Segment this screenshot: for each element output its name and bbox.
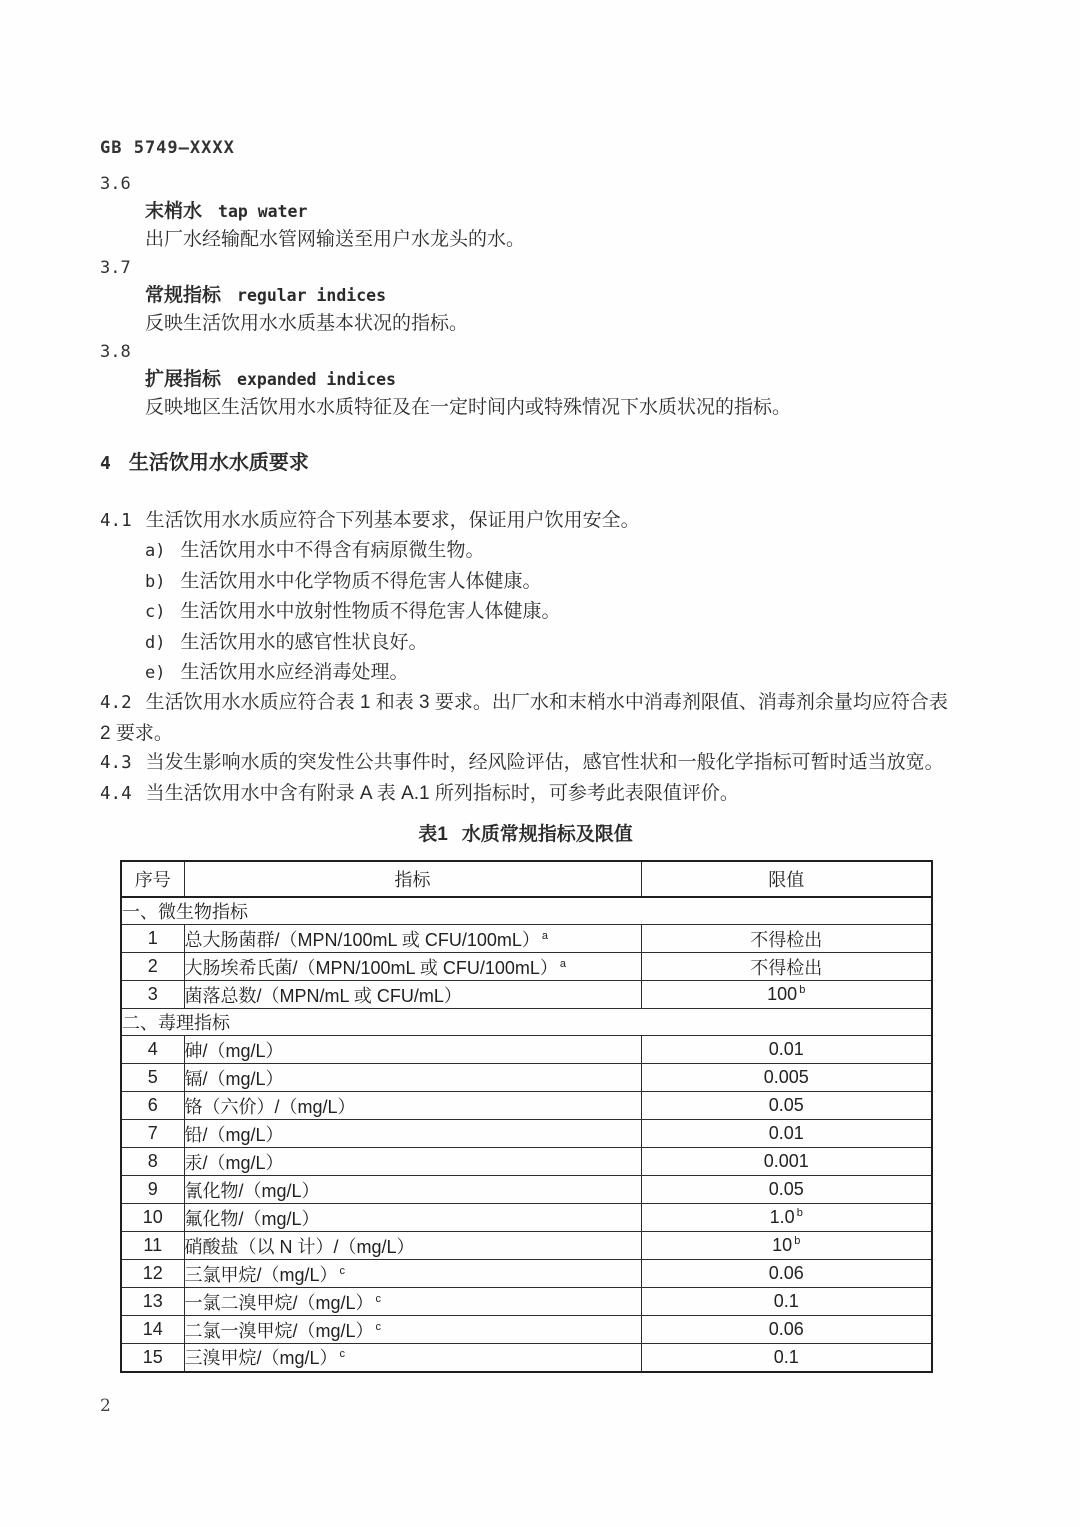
table-row: [121, 1288, 932, 1316]
cell-indicator: 硝酸盐（以 N 计）/（mg/L）: [184, 1232, 641, 1260]
list-item-text: 生活饮用水中不得含有病原微生物。: [180, 540, 485, 562]
footnote-marker: c: [375, 1320, 382, 1333]
term-definition: 反映地区生活饮用水水质特征及在一定时间内或特殊情况下水质状况的指标。: [145, 397, 792, 418]
cell-index: 13: [121, 1288, 184, 1316]
list-item: [100, 567, 968, 597]
cell-indicator: 铅/（mg/L）: [184, 1120, 641, 1148]
clause-text: 当发生影响水质的突发性公共事件时，经风险评估，感官性状和一般化学指标可暂时适当放宽。: [145, 752, 944, 774]
term-english: tap water: [218, 202, 308, 221]
footnote-marker: c: [375, 1292, 382, 1305]
cell-limit: 0.1: [641, 1344, 932, 1372]
list-item: [100, 658, 968, 688]
section-heading: [100, 448, 968, 479]
cell-limit: 0.01: [641, 1036, 932, 1064]
clause-number: 4.2: [100, 693, 132, 714]
table-row: [121, 953, 932, 981]
term-section-3-6: [100, 170, 968, 254]
clause-text: 生活饮用水水质应符合表 1 和表 3 要求。出厂水和末梢水中消毒剂限值、消毒剂余量均应符合表: [145, 692, 948, 714]
clause-number: 4.3: [100, 753, 132, 774]
cell-index: 15: [121, 1344, 184, 1372]
footnote-marker: a: [559, 957, 567, 970]
footnote-marker: c: [339, 1348, 346, 1361]
list-item-text: 生活饮用水应经消毒处理。: [180, 662, 409, 684]
table-row: [121, 1316, 932, 1344]
column-header-indicator: 指标: [184, 861, 641, 897]
table-section-label: 一、微生物指标: [121, 897, 932, 925]
cell-index: 8: [121, 1148, 184, 1176]
cell-index: 4: [121, 1036, 184, 1064]
cell-indicator: 总大肠菌群/（MPN/100mL 或 CFU/100mL） $^a$: [184, 925, 641, 953]
footnote-marker: a: [541, 929, 549, 942]
page-content: [100, 138, 968, 1373]
column-header-index: 序号: [121, 861, 184, 897]
cell-limit: 100 $^b$: [641, 981, 932, 1009]
cell-indicator: 三溴甲烷/（mg/L） $^c$: [184, 1344, 641, 1372]
cell-index: 9: [121, 1176, 184, 1204]
table-row: [121, 1204, 932, 1232]
table-section-row: [121, 897, 932, 925]
table1-title: [100, 822, 951, 848]
list-item-text: 生活饮用水中放射性物质不得危害人体健康。: [180, 601, 561, 623]
clause-number: 4.4: [100, 783, 132, 804]
clause-text: 生活饮用水水质应符合下列基本要求，保证用户饮用安全。: [145, 510, 640, 531]
cell-indicator: 二氯一溴甲烷/（mg/L） $^c$: [184, 1316, 641, 1344]
list-item-label: d): [145, 632, 166, 653]
table-header-row: [121, 861, 932, 897]
cell-limit: 不得检出: [641, 925, 932, 953]
term-number: 3.6: [100, 174, 131, 194]
clause-text: 当生活饮用水中含有附录 A 表 A.1 所列指标时，可参考此表限值评价。: [145, 782, 739, 804]
list-item-label: a): [145, 541, 166, 562]
table-section-row: [121, 1009, 932, 1036]
cell-limit: 0.005: [641, 1064, 932, 1092]
cell-limit: 10 $^b$: [641, 1232, 932, 1260]
list-item-text: 生活饮用水的感官性状良好。: [180, 631, 428, 653]
list-item-label: e): [145, 663, 166, 684]
basic-requirements-list: [100, 536, 968, 688]
column-header-limit: 限值: [641, 861, 932, 897]
term-section-3-8: [100, 338, 968, 422]
cell-limit: 0.001: [641, 1148, 932, 1176]
table1-body: [121, 897, 932, 1372]
cell-indicator: 汞/（mg/L）: [184, 1148, 641, 1176]
table-row: [121, 1176, 932, 1204]
term-heading: [100, 198, 968, 226]
table-row: [121, 1232, 932, 1260]
list-item: [100, 536, 968, 566]
table-row: [121, 1260, 932, 1288]
term-english: expanded indices: [237, 370, 396, 389]
term-section-3-7: [100, 254, 968, 338]
cell-index: 7: [121, 1120, 184, 1148]
term-heading: [100, 282, 968, 310]
table-row: [121, 1036, 932, 1064]
term-name: 扩展指标: [145, 369, 222, 390]
table1-title-label: 表1: [418, 824, 448, 846]
term-number: 3.7: [100, 258, 131, 278]
table-row: [121, 981, 932, 1009]
clause-text: 2 要求。: [100, 722, 173, 744]
cell-indicator: 大肠埃希氏菌/（MPN/100mL 或 CFU/100mL） $^a$: [184, 953, 641, 981]
term-name: 末梢水: [145, 201, 203, 222]
cell-limit: 0.06: [641, 1316, 932, 1344]
cell-index: 11: [121, 1232, 184, 1260]
footnote-marker: b: [799, 984, 806, 997]
list-item: [100, 628, 968, 658]
cell-limit: 1.0 $^b$: [641, 1204, 932, 1232]
table-row: [121, 1344, 932, 1372]
cell-index: 10: [121, 1204, 184, 1232]
cell-indicator: 氰化物/（mg/L）: [184, 1176, 641, 1204]
term-number: 3.8: [100, 342, 131, 362]
list-item-text: 生活饮用水中化学物质不得危害人体健康。: [180, 570, 542, 592]
cell-limit: 0.06: [641, 1260, 932, 1288]
cell-indicator: 砷/（mg/L）: [184, 1036, 641, 1064]
cell-index: 5: [121, 1064, 184, 1092]
cell-limit: 不得检出: [641, 953, 932, 981]
footnote-marker: b: [796, 1207, 803, 1220]
table1-title-text: 水质常规指标及限值: [461, 824, 633, 846]
cell-index: 12: [121, 1260, 184, 1288]
clause-number: 4.1: [100, 511, 132, 531]
clauses-block: [100, 688, 968, 809]
section-heading-number: 4: [100, 453, 111, 474]
table-row: [121, 1148, 932, 1176]
term-heading: [100, 366, 968, 394]
clause-4-2-line-1: [100, 688, 968, 718]
table-row: [121, 1120, 932, 1148]
cell-indicator: 铬（六价）/（mg/L）: [184, 1092, 641, 1120]
table-row: [121, 925, 932, 953]
cell-index: 2: [121, 953, 184, 981]
cell-index: 1: [121, 925, 184, 953]
cell-limit: 0.05: [641, 1092, 932, 1120]
section-heading-text: 生活饮用水水质要求: [128, 452, 309, 474]
list-item-label: c): [145, 602, 166, 623]
list-item-label: b): [145, 571, 166, 592]
cell-limit: 0.1: [641, 1288, 932, 1316]
cell-index: 3: [121, 981, 184, 1009]
term-definition: 出厂水经输配水管网输送至用户水龙头的水。: [145, 229, 526, 250]
term-english: regular indices: [237, 286, 387, 305]
page-number: 2: [100, 1396, 111, 1416]
cell-indicator: 三氯甲烷/（mg/L） $^c$: [184, 1260, 641, 1288]
clause-4-4: [100, 779, 968, 809]
clause-4-1: [100, 506, 968, 536]
cell-indicator: 一氯二溴甲烷/（mg/L） $^c$: [184, 1288, 641, 1316]
footnote-marker: c: [339, 1264, 346, 1277]
cell-limit: 0.05: [641, 1176, 932, 1204]
standard-code: GB 5749—XXXX: [100, 138, 235, 158]
cell-indicator: 镉/（mg/L）: [184, 1064, 641, 1092]
clause-4-2-line-2: [100, 719, 968, 748]
term-name: 常规指标: [145, 285, 222, 306]
cell-index: 14: [121, 1316, 184, 1344]
cell-index: 6: [121, 1092, 184, 1120]
table-section-label: 二、毒理指标: [121, 1009, 932, 1036]
table-row: [121, 1092, 932, 1120]
cell-indicator: 菌落总数/（MPN/mL 或 CFU/mL）: [184, 981, 641, 1009]
table-row: [121, 1064, 932, 1092]
table1: [120, 860, 933, 1373]
list-item: [100, 597, 968, 627]
footnote-marker: b: [794, 1235, 801, 1248]
cell-indicator: 氟化物/（mg/L）: [184, 1204, 641, 1232]
clause-4-3: [100, 748, 968, 778]
term-definition: 反映生活饮用水水质基本状况的指标。: [145, 313, 469, 334]
cell-limit: 0.01: [641, 1120, 932, 1148]
